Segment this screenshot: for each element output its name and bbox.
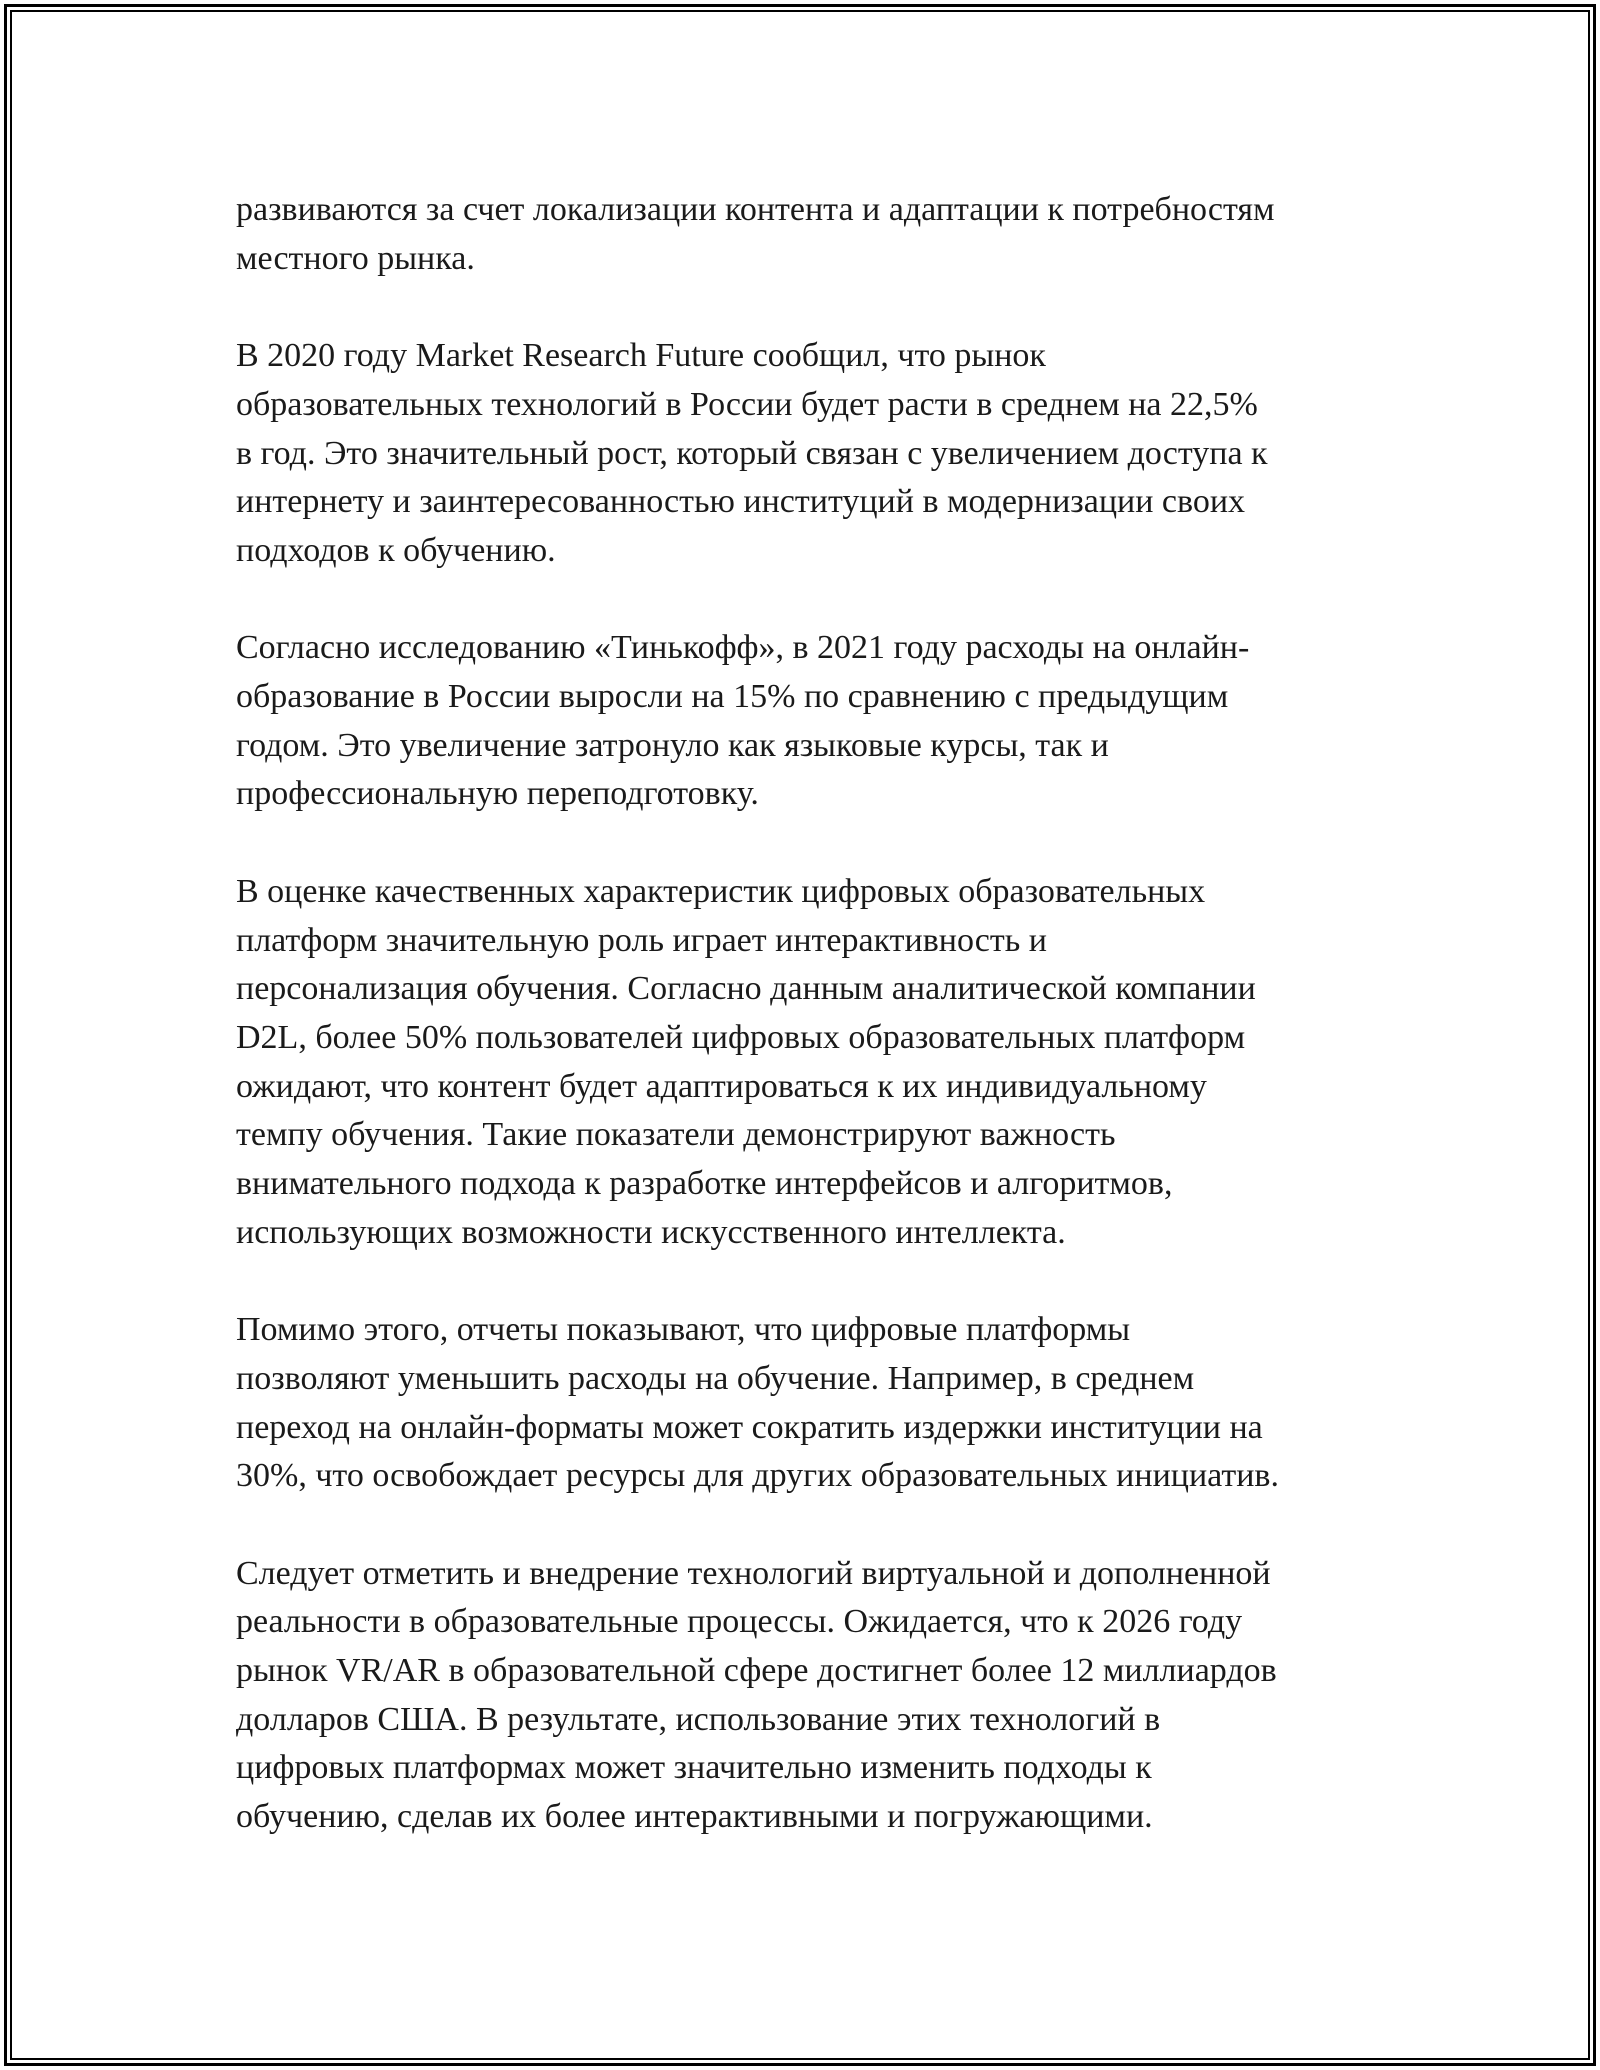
paragraph-market-growth: В 2020 году Market Research Future сообщил, что рынок образовательных технологий в России будет расти в среднем на 22,5% в год. Это значительный рост, который связан с увеличением доступа к интернету и заинтересованностью институций в модернизации своих подходов к обучению. xyxy=(236,337,1268,569)
paragraph-cost-reduction: Помимо этого, отчеты показывают, что цифровые платформы позволяют уменьшить расходы на обучение. Например, в среднем переход на онлайн-форматы может сократить издержки институции на 30%, что освобождает ресурсы для других образовательных инициатив. xyxy=(236,1311,1279,1495)
paragraph-tinkoff-study: Согласно исследованию «Тинькофф», в 2021 году расходы на онлайн- образование в России выросли на 15% по сравнению с предыдущим годом. Это увеличение затронуло как языковые курсы, так и профессиональную переподготовку. xyxy=(236,629,1250,813)
paragraph-interactivity: В оценке качественных характеристик цифровых образовательных платформ значительную роль играет интерактивность и персонализация обучения. Согласно данным аналитической компании D2L, более 50% пользователей цифровых образовательных платформ ожидают, что контент будет адаптироваться к их индивидуальному темпу обучения. Такие показатели демонстрируют важность внимательного подхода к разработке интерфейсов и алгоритмов, использующих возможности искусственного интеллекта. xyxy=(236,872,1256,1251)
paragraph-localization: развиваются за счет локализации контента и адаптации к потребностям местного рынка. xyxy=(236,191,1275,277)
document-body xyxy=(236,186,1366,1891)
paragraph-vr-ar: Следует отметить и внедрение технологий виртуальной и дополненной реальности в образовательные процессы. Ожидается, что к 2026 году рынок VR/AR в образовательной сфере достигнет более 12 миллиардов долларов США. В результате, использование этих технологий в цифровых платформах может значительно изменить подходы к обучению, сделав их более интерактивными и погружающими. xyxy=(236,1554,1277,1836)
